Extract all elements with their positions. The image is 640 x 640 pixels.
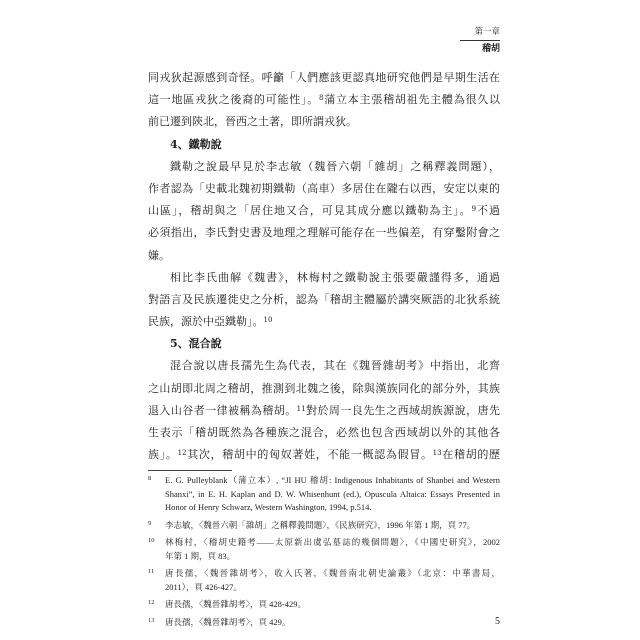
footnote-ref: 8 bbox=[319, 94, 324, 103]
footnote bbox=[148, 519, 500, 533]
footnote bbox=[148, 616, 500, 630]
body-text: 生表示「稽胡既然為各種族之混合，必然也包含西域胡以外的其他各 bbox=[148, 426, 500, 439]
body-line bbox=[148, 67, 500, 89]
running-header-title: 稽胡 bbox=[481, 43, 500, 54]
body-text: 必須指出，李氏對史書及地理之理解可能存在一些偏差，有穿鑿附會之 bbox=[148, 226, 500, 240]
body-text: 其次，稽胡中的匈奴著姓，不能一概認為假冒。 bbox=[186, 448, 433, 462]
footnote-number: 8 bbox=[148, 475, 152, 482]
body-text: 同戎狄起源感到奇怪。呼籲「人們應該更認真地研究他們是早期生活在 bbox=[148, 71, 500, 84]
footnote-line: 年第 1 期，頁 83。 bbox=[165, 550, 236, 561]
footnote-line: 唐長孺，〈魏晉雜胡考〉，頁 428-429。 bbox=[165, 599, 306, 609]
footnote bbox=[148, 536, 500, 563]
section-heading: 4、鐵勒說 bbox=[170, 137, 222, 151]
footnote-line: Shanxi”, in E. H. Kaplan and D. W. Whisenhunt (ed.), Opuscula Altaica: Essays Presented in bbox=[165, 488, 500, 499]
body-text: 鐵勒之說最早見於李志敏（魏晉六朝「雜胡」之稱釋義問題）， bbox=[170, 159, 500, 173]
body-line bbox=[148, 400, 500, 422]
body-text: 之山胡即北周之稽胡，推測到北魏之後，除與漢族同化的部分外，其族 bbox=[148, 381, 500, 395]
body-text: 混合說以唐長孺先生為代表，其在《魏晉雜胡考》中指出，北齊 bbox=[170, 359, 500, 373]
body-text: 退入山谷者一律被稱為稽胡。 bbox=[148, 403, 297, 417]
footnote bbox=[148, 567, 500, 594]
footnote-line: E. G. Pulleyblank（蒲立本）, “JI HU 稽胡: Indigenous Inhabitants of Shanbei and Western bbox=[165, 475, 500, 485]
body-text: 相比李氏曲解《魏書》，林梅村之鐵勒說主張要嚴謹得多，通過 bbox=[170, 270, 500, 284]
body-line bbox=[148, 111, 500, 133]
body-text: 族」。 bbox=[148, 448, 178, 462]
body-line bbox=[148, 378, 500, 400]
body-text: 對語言及民族遷徙史之分析，認為「稽胡主體屬於講突厥語的北狄系統 bbox=[148, 292, 500, 306]
footnote-separator bbox=[148, 470, 232, 471]
body-line bbox=[148, 289, 500, 311]
running-header-rule bbox=[460, 40, 500, 41]
footnote-number: 9 bbox=[148, 519, 152, 527]
footnote-line: 唐長孺，〈魏晉雜胡考〉，頁 429。 bbox=[165, 616, 291, 627]
footnote-number: 11 bbox=[148, 568, 155, 575]
footnotes bbox=[148, 474, 500, 629]
page-number: 5 bbox=[495, 616, 500, 627]
body-text: 這一地區戎狄之後裔的可能性」。 bbox=[148, 93, 320, 107]
body-line bbox=[148, 355, 500, 377]
footnote-line: 唐長孺，〈魏晉雜胡考〉，收入氏著，《魏晉南北朝史論叢》（北京：中華書局， bbox=[165, 568, 500, 578]
body-text: 前已遷到陝北，晉西之土著，即所謂戎狄。 bbox=[148, 115, 357, 129]
section-heading: 5、混合說 bbox=[170, 337, 222, 351]
body-text: 在稽胡的歷 bbox=[441, 448, 501, 462]
running-header-chapter: 第一章 bbox=[474, 27, 500, 37]
footnote-ref: 11 bbox=[296, 404, 306, 413]
footnote-ref: 12 bbox=[177, 449, 187, 458]
footnote-line: Honor of Henry Schwarz, Western Washington, 1994, p.514. bbox=[165, 502, 372, 512]
body-text: 不過 bbox=[476, 204, 501, 218]
body-line bbox=[148, 422, 500, 444]
body-line bbox=[148, 311, 500, 333]
body-line bbox=[148, 267, 500, 289]
body-line bbox=[148, 245, 500, 267]
footnote-text bbox=[165, 598, 500, 612]
footnote-text bbox=[165, 567, 500, 594]
footnote-ref: 10 bbox=[263, 315, 273, 324]
footnote bbox=[148, 598, 500, 612]
footnote-text bbox=[165, 474, 500, 515]
body-line bbox=[148, 156, 500, 178]
footnote bbox=[148, 474, 500, 515]
footnote-ref: 13 bbox=[432, 449, 442, 458]
footnote-line: 林梅村，〈稽胡史籍考——太原新出虞弘墓誌的幾個問題〉，《中國史研究》，2002 bbox=[165, 537, 500, 547]
footnote-line: 李志敏，〈魏晉六朝「雜胡」之稱釋義問題〉，《民族研究》，1996 年第 1 期，頁 77。 bbox=[165, 519, 476, 530]
body-text: 民族，源於中亞鐵勒」。 bbox=[148, 315, 264, 329]
body-text: 對於周一良先生之西域胡族源說，唐先 bbox=[305, 403, 501, 417]
footnote-number: 10 bbox=[148, 537, 155, 544]
body-line bbox=[148, 89, 500, 111]
footnote-ref: 9 bbox=[471, 204, 477, 213]
footnote-line: 2011），頁 426-427。 bbox=[165, 581, 242, 592]
footnote-number: 13 bbox=[148, 616, 155, 624]
body-text: 作者認為「史載北魏初期鐵勒（高車）多居住在隴右以西，安定以東的 bbox=[148, 181, 500, 195]
body-line bbox=[148, 178, 500, 200]
body-text: 蒲立本主張稽胡祖先主體為很久以 bbox=[323, 93, 500, 107]
body-line bbox=[148, 444, 500, 466]
body-line bbox=[148, 222, 500, 244]
body-text-block bbox=[148, 67, 500, 466]
body-text: 山區」，稽胡與之「居住地又合，可見其成分應以鐵勒為主」。 bbox=[148, 204, 472, 218]
footnote-text bbox=[165, 536, 500, 563]
body-text: 嫌。 bbox=[148, 248, 170, 262]
footnote-text bbox=[165, 616, 500, 630]
body-line bbox=[148, 200, 500, 222]
running-header bbox=[460, 27, 500, 55]
footnote-text bbox=[165, 519, 500, 533]
footnote-number: 12 bbox=[148, 599, 155, 606]
